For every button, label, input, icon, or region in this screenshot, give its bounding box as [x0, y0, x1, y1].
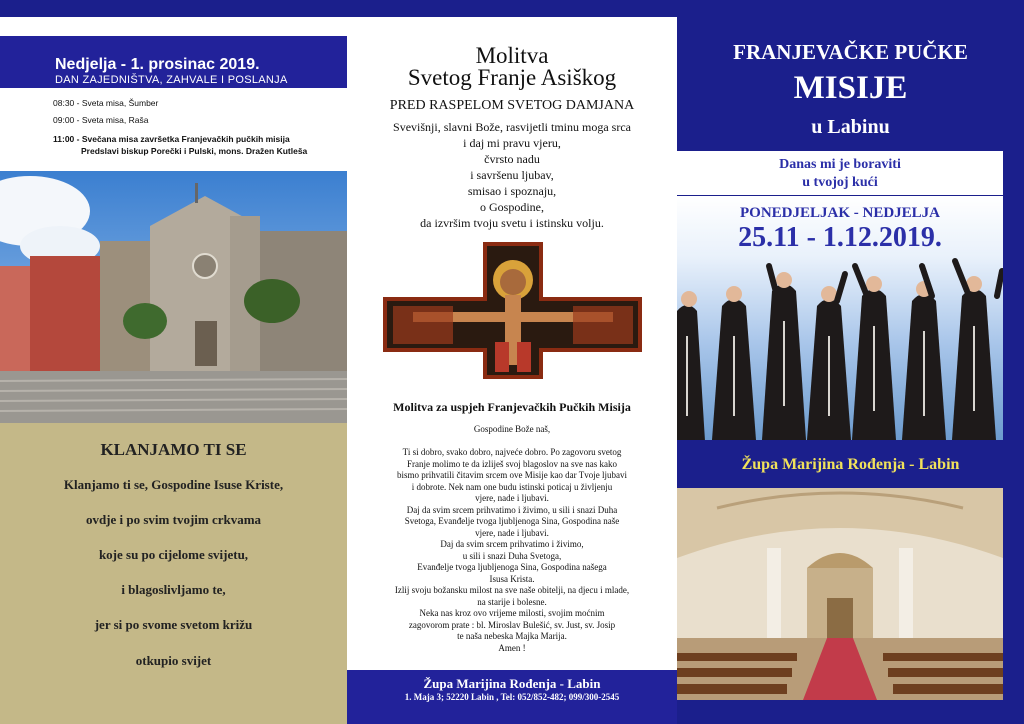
church-interior-photo: [677, 488, 1003, 700]
mission-title-line2: MISIJE: [793, 70, 908, 106]
prayer-text: Svevišnji, slavni Bože, rasvijetli tminu moga srca i daj mi pravu vjeru, čvrsto nadu i savršenu ljubav, smisao i spoznaju, o Gospodine, da izvršim tvoju svetu i istinsku volju.: [393, 120, 631, 230]
prayer-title-line1: Molitva: [475, 43, 549, 68]
mission-dates: 25.11 - 1.12.2019.: [738, 222, 942, 253]
klanjamo-line: jer si po svome svetom križu: [94, 617, 253, 632]
left-header-subtitle: DAN ZAJEDNIŠTVA, ZAHVALE I POSLANJA: [55, 74, 288, 86]
schedule-item: 08:30 - Sveta misa, Šumber: [53, 98, 159, 108]
right-parish-name: Župa Marijina Rođenja - Labin: [741, 456, 960, 473]
footer-parish-name: Župa Marijina Rođenja - Labin: [423, 676, 601, 691]
left-header-band: [0, 36, 347, 88]
mission-days: PONEDJELJAK - NEDJELJA: [739, 205, 941, 221]
mission-prayer-title: Molitva za uspjeh Franjevačkih Pučkih Misija: [393, 400, 631, 414]
klanjamo-line: otkupio svijet: [135, 653, 212, 668]
prayer-title-line2: Svetog Franje Asiškog: [407, 65, 617, 90]
klanjamo-line: koje su po cijelome svijetu,: [98, 547, 249, 562]
san-damiano-cross-image: [383, 242, 642, 379]
schedule-item: Predslavi biskup Porečki i Pulski, mons. Dražen Kutleša: [81, 146, 308, 156]
klanjamo-line: Klanjamo ti se, Gospodine Isuse Kriste,: [63, 477, 284, 492]
quote-text: Danas mi je boraviti u tvojoj kući: [779, 157, 901, 190]
schedule-item: 11:00 - Svečana misa završetka Franjevačkih pučkih misija: [53, 134, 290, 144]
mission-title-line1: FRANJEVAČKE PUČKE: [733, 40, 968, 64]
prayer-subtitle: PRED RASPELOM SVETOG DAMJANA: [389, 98, 635, 113]
klanjamo-line: ovdje i po svim tvojim crkvama: [85, 512, 262, 527]
mission-title-line3: u Labinu: [811, 116, 890, 138]
schedule-item: 09:00 - Sveta misa, Raša: [53, 115, 149, 125]
left-prayer-panel: [0, 423, 347, 724]
church-exterior-photo: [0, 171, 347, 423]
left-header-title: Nedjelja - 1. prosinac 2019.: [55, 56, 260, 73]
klanjamo-line: i blagoslivljamo te,: [121, 582, 226, 597]
mission-prayer-text: Gospodine Bože naš, Ti si dobro, svako dobro, najveće dobro. Po zagovoru svetog Franje molimo te da izliješ svoj blagoslov na sve nas kako bismo prihvatili čitavim srcem ove Misije kao dar Tvoje ljubavi i dobrote. Nek nam one budu istinski poticaj u življenju vjere, nade i ljubavi. Daj da svim srcem prihvatimo i živimo, u sili i snazi Duha Svetoga, Evanđelje tvoga ljubljenoga Sina, Gospodina naše vjere, nade i ljubavi. Daj da svim srcem prihvatimo i živimo, u sili i snazi Duha Svetoga, Evanđelje tvoga ljubljenoga Sina, Gospodina našega Isusa Krista. Izlij svoju božansku milost na sve naše obitelji, na djecu i mlade, na starije i bolesne. Neka nas kroz ovo vrijeme milosti, svojim moćnim zagovorom prate : bl. Miroslav Bulešić, sv. Just, sv. Josip te naša nebeska Majka Marija. Amen !: [394, 424, 630, 653]
middle-footer: [347, 670, 677, 724]
footer-address: 1. Maja 3; 52220 Labin , Tel: 052/852-482; 099/300-2545: [404, 692, 620, 702]
klanjamo-title: KLANJAMO TI SE: [100, 440, 247, 459]
